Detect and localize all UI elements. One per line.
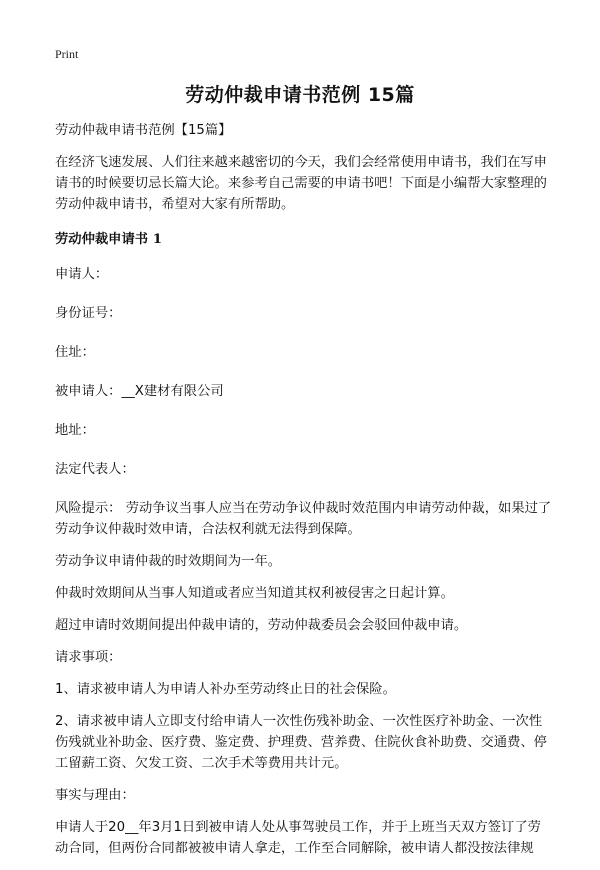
respondent-address-field: 地址： — [55, 423, 95, 438]
request-item: 1、请求被申请人为申请人补办至劳动终止日的社会保险。 — [55, 682, 396, 697]
facts-paragraph: 申请人于20__年3月1日到被申请人处从事驾驶员工作，并于上班当天双方签订了劳动合同，但两份合同都被被申请人拿走，工作至合同解除，被申请人都没按法律规 — [55, 820, 541, 856]
limitation-paragraph: 劳动争议申请仲裁的时效期间为一年。 — [55, 554, 282, 569]
legal-rep-field: 法定代表人： — [55, 462, 135, 477]
risk-notice: 风险提示： 劳动争议当事人应当在劳动争议仲裁时效范围内申请劳动仲裁，如果过了劳动争议仲裁时效申请，合法权利就无法得到保障。 — [55, 501, 552, 537]
document-body — [55, 120, 552, 870]
address-field: 住址： — [55, 345, 95, 360]
requests-heading: 请求事项： — [55, 650, 122, 665]
document-title: 劳动仲裁申请书范例 15篇 — [185, 84, 415, 106]
request-item: 2、请求被申请人立即支付给申请人一次性伤残补助金、一次性医疗补助金、一次性伤残就业补助金、医疗费、鉴定费、护理费、营养费、住院伙食补助费、交通费、停工留薪工资、欠发工资、二次手术等费用共计元。 — [55, 714, 547, 771]
intro-paragraph: 在经济飞速发展、人们往来越来越密切的今天，我们会经常使用申请书，我们在写申请书的时候要切忌长篇大论。来参考自己需要的申请书吧！下面是小编帮大家整理的劳动仲裁申请书，希望对大家有所帮助。 — [55, 155, 547, 212]
section-heading: 劳动仲裁申请书 1 — [55, 232, 162, 247]
id-number-field: 身份证号： — [55, 306, 122, 321]
print-label: Print — [55, 47, 79, 61]
limitation-start-paragraph: 仲裁时效期间从当事人知道或者应当知道其权利被侵害之日起计算。 — [55, 586, 454, 601]
applicant-field: 申请人： — [55, 267, 109, 282]
overdue-paragraph: 超过申请时效期间提出仲裁申请的，劳动仲裁委员会会驳回仲裁申请。 — [55, 618, 468, 633]
subtitle: 劳动仲裁申请书范例【15篇】 — [55, 123, 232, 138]
respondent-field: 被申请人：__X建材有限公司 — [55, 384, 224, 399]
facts-heading: 事实与理由： — [55, 788, 135, 803]
